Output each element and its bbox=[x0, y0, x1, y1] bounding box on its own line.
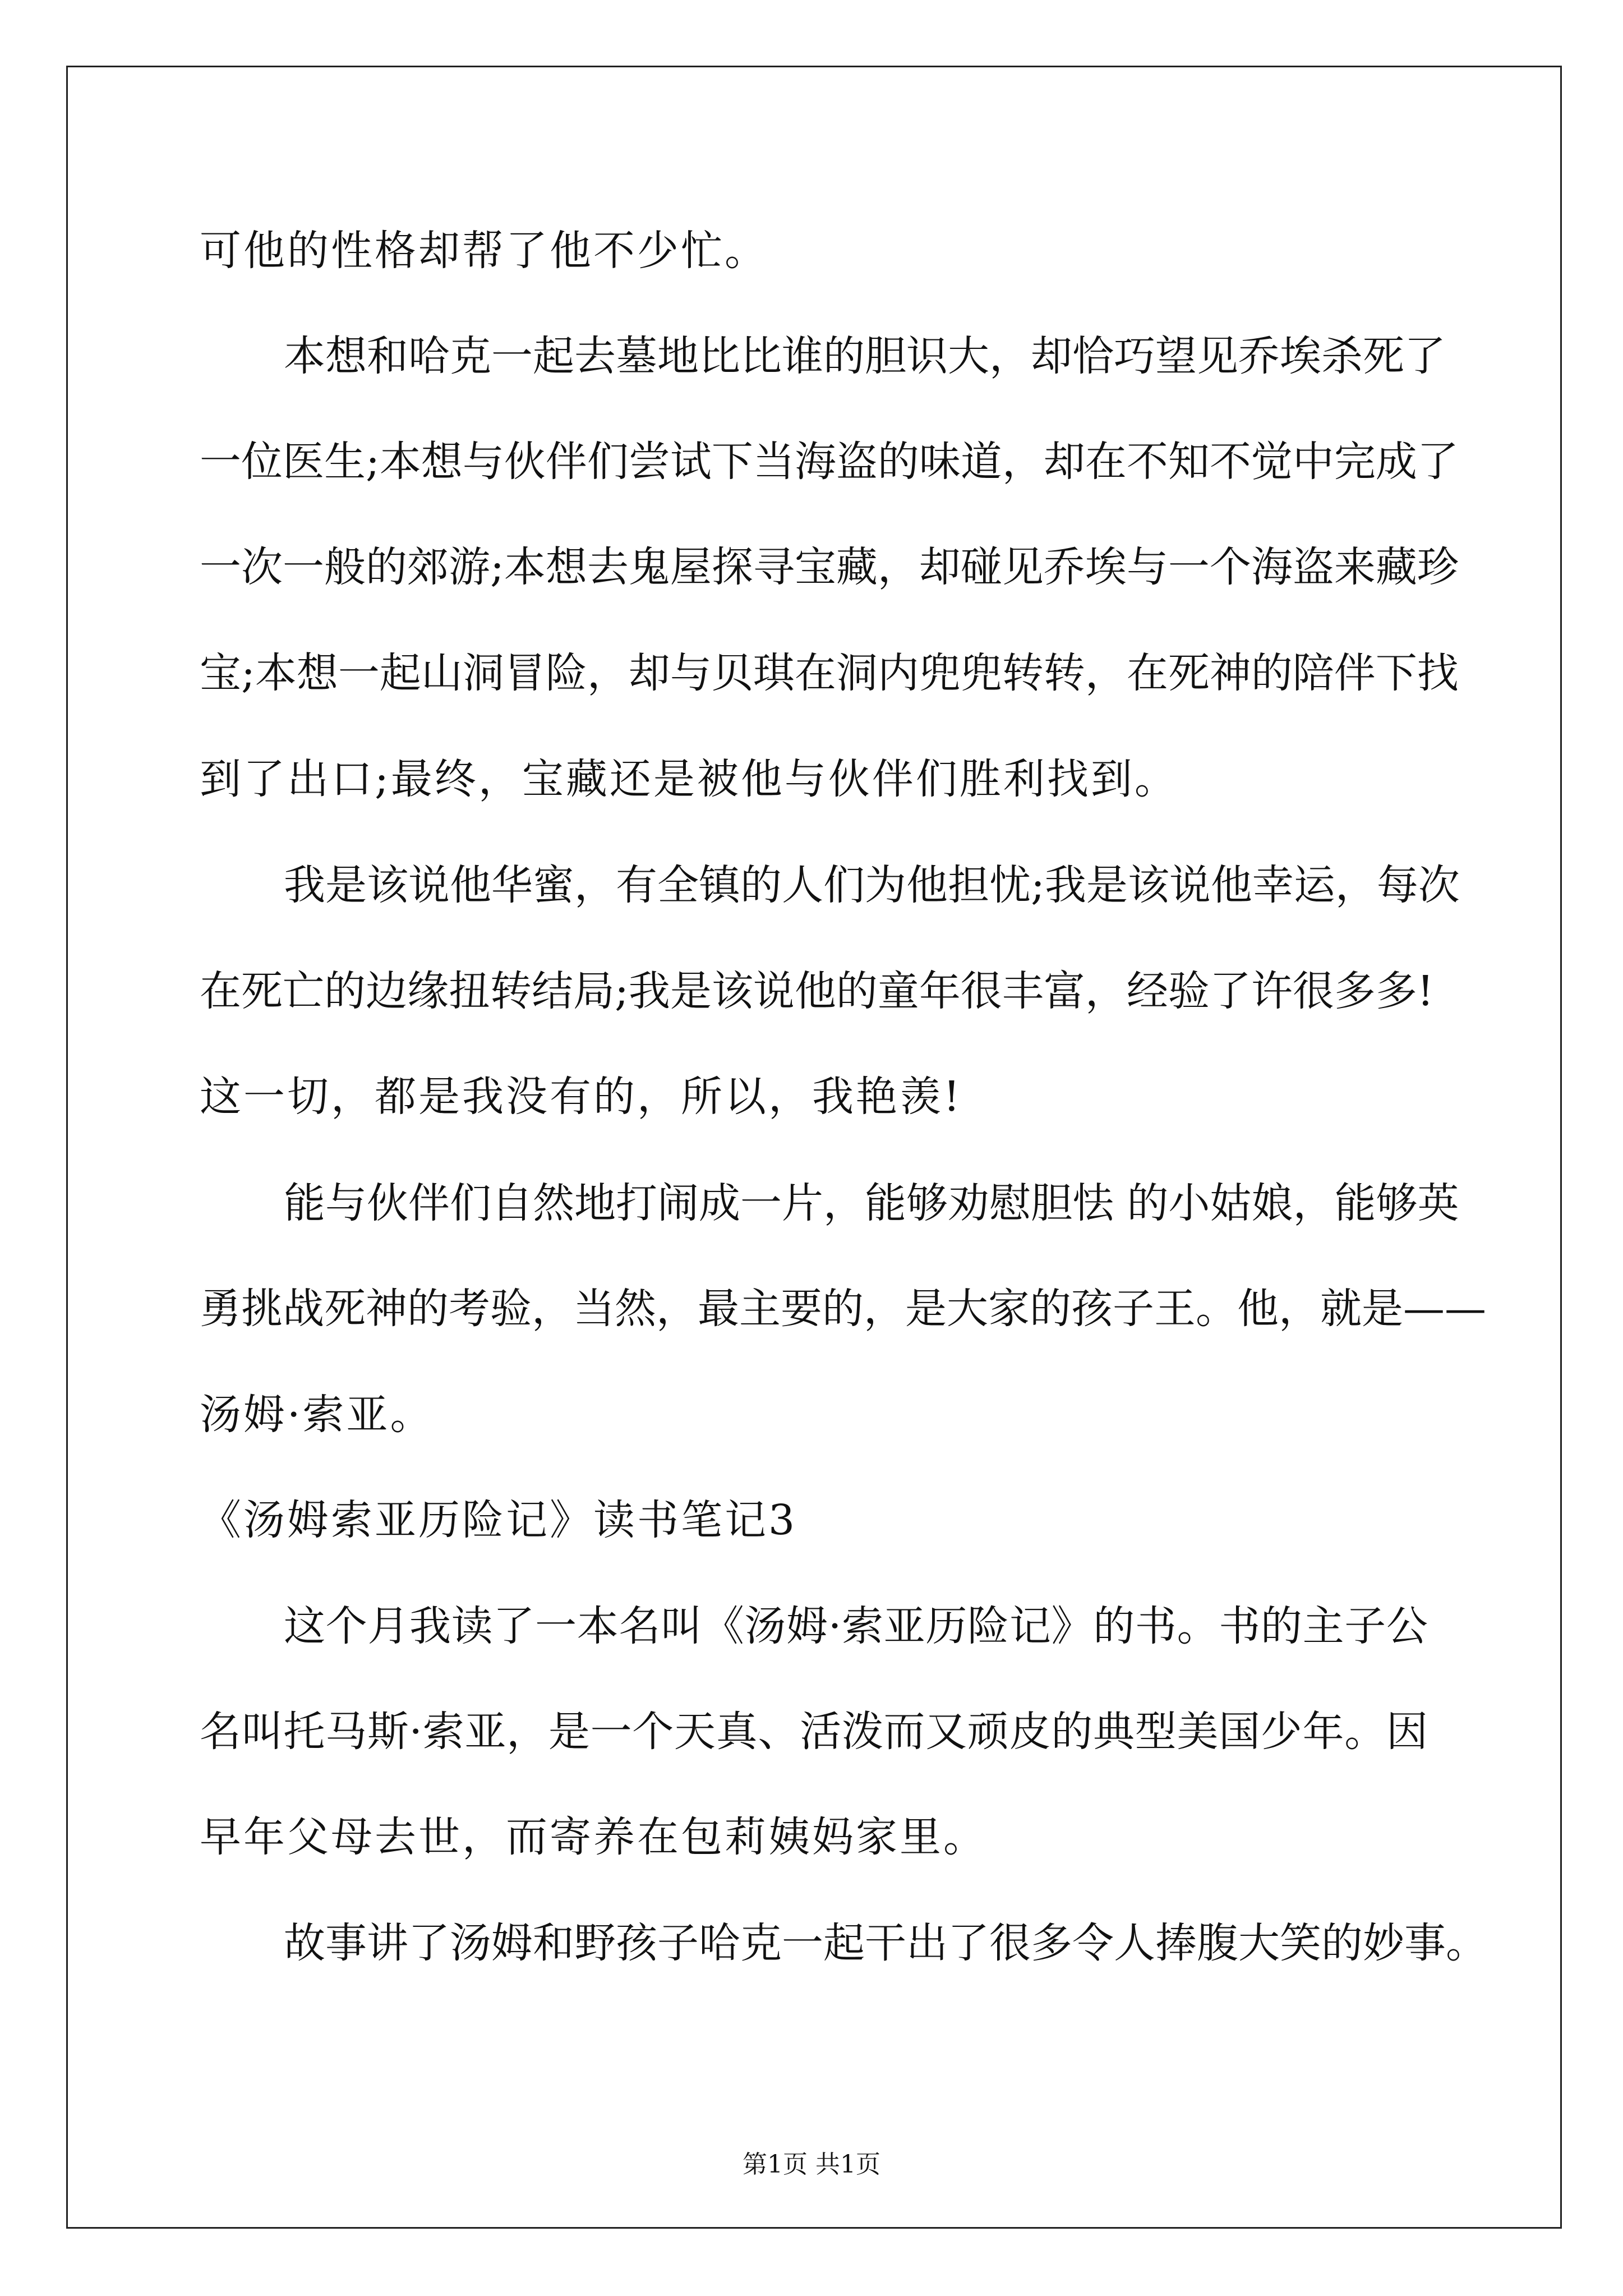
body-text-line: 这个月我读了一本名叫《汤姆·索亚历险记》的书。书的主子公 bbox=[284, 1602, 1428, 1650]
body-text-line: 我是该说他华蜜，有全镇的人们为他担忧;我是该说他幸运，每次 bbox=[284, 861, 1460, 909]
body-text-line: 汤姆·索亚。 bbox=[200, 1391, 434, 1439]
body-text-line: 宝;本想一起山洞冒险，却与贝琪在洞内兜兜转转，在死神的陪伴下找 bbox=[200, 649, 1459, 697]
body-text-line: 一位医生;本想与伙伴们尝试下当海盗的味道，却在不知不觉中完成了 bbox=[200, 438, 1459, 486]
body-text-line: 在死亡的边缘扭转结局;我是该说他的童年很丰富，经验了许很多多! bbox=[200, 967, 1434, 1015]
body-text-line: 早年父母去世，而寄养在包莉姨妈家里。 bbox=[200, 1813, 987, 1861]
body-text-line: 名叫托马斯·索亚，是一个天真、活泼而又顽皮的典型美国少年。因 bbox=[200, 1708, 1428, 1756]
body-text-line: 能与伙伴们自然地打闹成一片，能够劝慰胆怯 的小姑娘，能够英 bbox=[284, 1179, 1459, 1227]
body-text-line: 故事讲了汤姆和野孩子哈克一起干出了很多令人捧腹大笑的妙事。 bbox=[284, 1919, 1487, 1967]
section-heading: 《汤姆索亚历险记》读书笔记3 bbox=[200, 1496, 797, 1544]
body-text-line: 这一切，都是我没有的，所以，我艳羡! bbox=[200, 1073, 962, 1121]
body-text-line: 勇挑战死神的考验，当然，最主要的，是大家的孩子王。他，就是—— bbox=[200, 1285, 1486, 1333]
page-border bbox=[66, 66, 1562, 2229]
body-text-line: 本想和哈克一起去墓地比比谁的胆识大，却恰巧望见乔埃杀死了 bbox=[284, 332, 1446, 380]
page-footer: 第1页 共1页 bbox=[743, 2150, 880, 2179]
body-text-line: 到了出口;最终，宝藏还是被他与伙伴们胜利找到。 bbox=[200, 755, 1178, 803]
body-text-line: 可他的性格却帮了他不少忙。 bbox=[200, 227, 768, 275]
body-text-line: 一次一般的郊游;本想去鬼屋探寻宝藏，却碰见乔埃与一个海盗来藏珍 bbox=[200, 543, 1459, 591]
